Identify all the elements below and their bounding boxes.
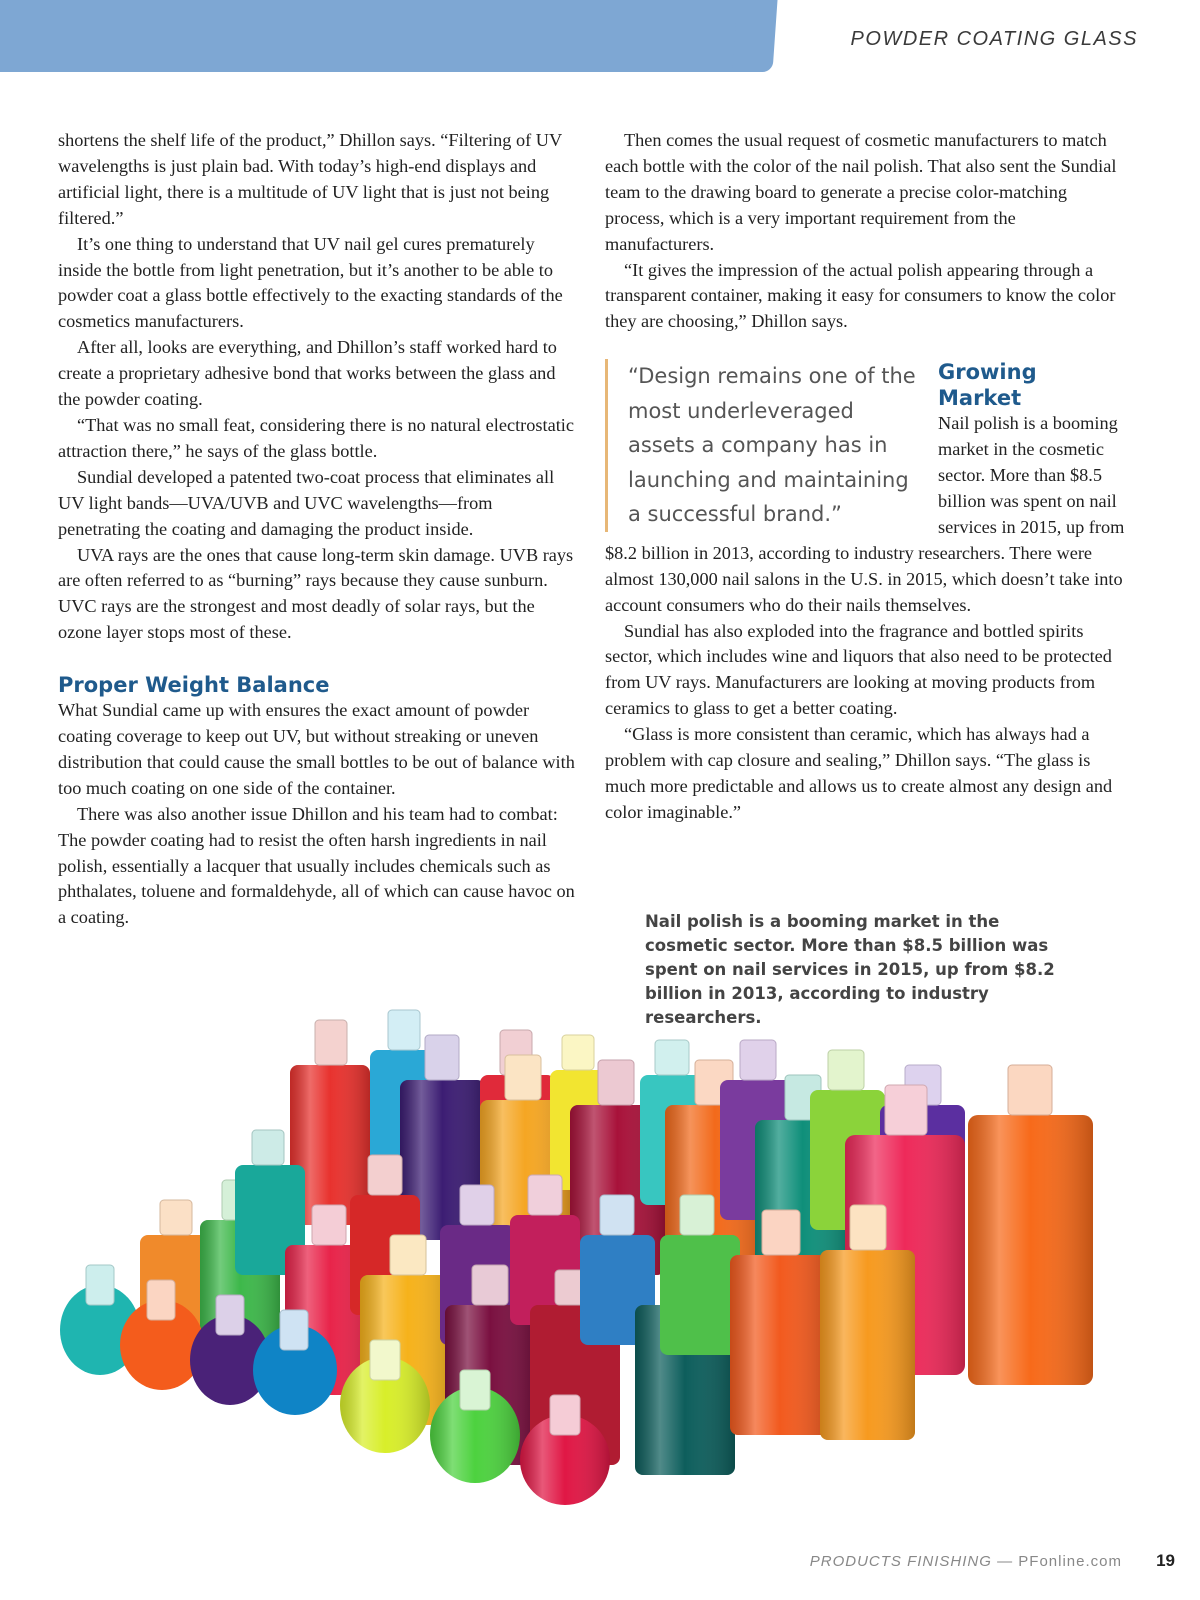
subhead-weight-balance: Proper Weight Balance <box>58 673 330 698</box>
body-paragraph: Sundial has also exploded into the fragrance and bottled spirits sector, which includes wine and liquors that also need to be protected from UV rays. Manufacturers are looking at moving products from ceramics to glass to get a better coating. <box>605 620 1112 719</box>
body-paragraph: UVA rays are the ones that cause long-term skin damage. UVB rays are often referred to as “burning” rays because they cause sunburn. UVC rays are the strongest and most deadly of solar rays, but the ozone layer stops most of these. <box>58 544 574 643</box>
body-paragraph: “Glass is more consistent than ceramic, which has always had a problem with cap closure and sealing,” Dhillon says. “The glass is much more predictable and allows us to create almost any design and color imaginable.” <box>605 724 1113 822</box>
publication-name: PRODUCTS FINISHING <box>809 1553 992 1570</box>
page-number: 19 <box>1156 1551 1175 1570</box>
body-paragraph: shortens the shelf life of the product,” Dhillon says. “Filtering of UV wavelengths is just plain bad. With today’s high-end displays and artificial light, there is a multitude of UV light that is just not being filtered.” <box>58 130 562 228</box>
left-column <box>58 128 578 931</box>
body-paragraph: What Sundial came up with ensures the exact amount of powder coating coverage to keep out UV, but without streaking or uneven distribution that could cause the small bottles to be out of balance with too much coating on one side of the container. <box>58 700 575 798</box>
body-paragraph: Nail polish is a booming market in the cosmetic sector. More than $8.5 billion was spent on nail services in 2015, up from $8.2 billion in 2013, according to industry researchers. There were almost 130,000 nail salons in the U.S. in 2015, which doesn’t take into account consumers who do their nails themselves. <box>605 413 1125 615</box>
body-paragraph: “It gives the impression of the actual polish appearing through a transparent container, making it easy for consumers to know the color they are choosing,” Dhillon says. <box>605 259 1116 332</box>
photo-caption: Nail polish is a booming market in the cosmetic sector. More than $8.5 billion was spent on nail services in 2015, up from $8.2 billion in 2013, according to industry researchers. <box>645 912 1055 1027</box>
body-paragraph: Then comes the usual request of cosmetic manufacturers to match each bottle with the color of the nail polish. That also sent the Sundial team to the drawing board to generate a precise color-matching process, which is a very important requirement from the manufacturers. <box>605 130 1117 254</box>
pull-quote-section <box>605 359 1125 826</box>
body-paragraph: Sundial developed a patented two-coat process that eliminates all UV light bands—UVA/UVB and UVC wavelengths—from penetrating the coating and damaging the product inside. <box>58 466 555 539</box>
section-title: POWDER COATING GLASS <box>850 28 1138 50</box>
body-paragraph: After all, looks are everything, and Dhillon’s staff worked hard to create a proprietary adhesive bond that works between the glass and the powder coating. <box>58 337 557 410</box>
nail-polish-bottles-photo <box>50 1005 1150 1565</box>
pull-quote: “Design remains one of the most underleveraged assets a company has in launching and maintaining a successful brand.” <box>605 359 918 532</box>
header-band <box>0 0 755 72</box>
body-paragraph: “That was no small feat, considering there is no natural electrostatic attraction there,” he says of the glass bottle. <box>58 414 574 461</box>
body-paragraph: It’s one thing to understand that UV nail gel cures prematurely inside the bottle from light penetration, but it’s another to be able to powder coat a glass bottle effectively to the exacting standards of the cosmetics manufacturers. <box>58 233 563 332</box>
body-paragraph: There was also another issue Dhillon and his team had to combat: The powder coating had to resist the often harsh ingredients in nail polish, essentially a lacquer that usually includes chemicals such as phthalates, toluene and formaldehyde, all of which can cause havoc on a coating. <box>58 803 575 928</box>
right-column <box>605 128 1125 826</box>
footer-separator: — <box>991 1553 1019 1570</box>
footer-publication <box>810 1553 1122 1570</box>
website-link[interactable]: PFonline.com <box>1018 1553 1122 1570</box>
subhead-growing-market: Growing Market <box>938 360 1037 411</box>
